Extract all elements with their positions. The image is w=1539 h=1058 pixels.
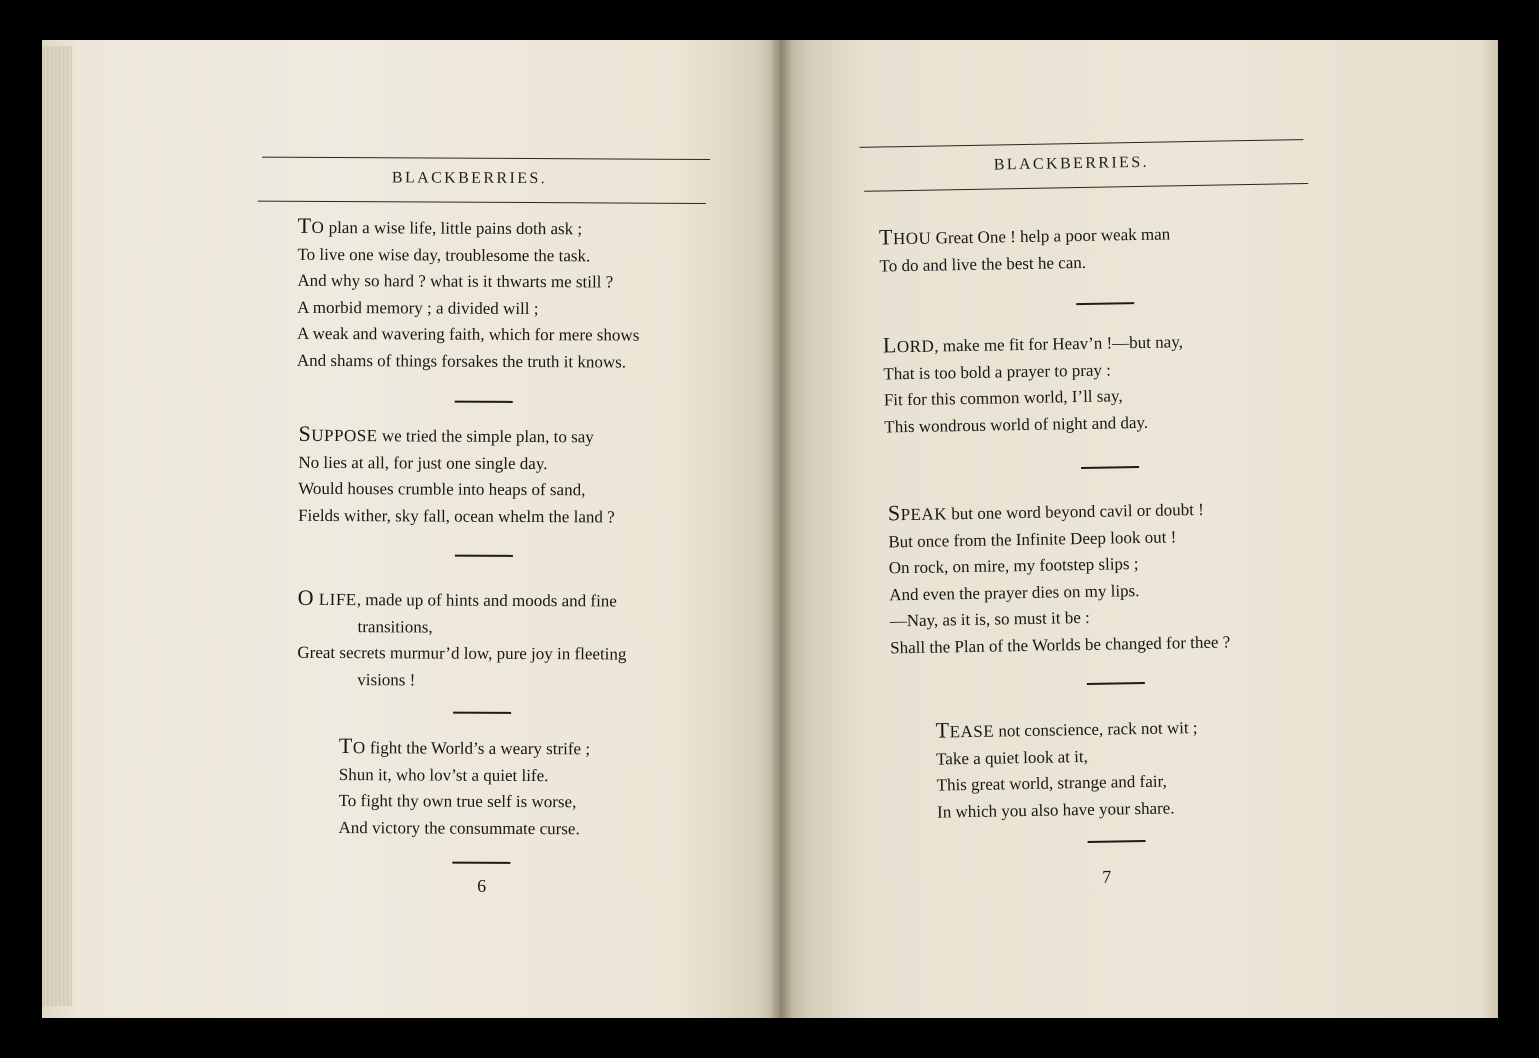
left-page <box>42 40 780 1018</box>
open-book <box>42 40 1498 1018</box>
stanza-separator <box>1081 466 1139 469</box>
running-head: BLACKBERRIES. <box>391 169 548 188</box>
small-caps-opening: THOU <box>878 224 932 250</box>
stanza-3 <box>297 585 627 695</box>
line-text: This wondrous world of night and day. <box>884 412 1149 436</box>
line-text: That is too bold a prayer to pray : <box>883 359 1112 383</box>
header-rule-bottom <box>258 201 706 204</box>
small-caps-opening: TO <box>297 212 325 238</box>
stanza-2 <box>298 421 615 531</box>
stanza-separator <box>1087 682 1145 685</box>
stanza-separator <box>452 862 510 864</box>
line-text: To live one wise day, troublesome the task. <box>297 244 591 265</box>
line-text: And even the prayer dies on my lips. <box>889 580 1140 604</box>
header-rule-top <box>262 157 710 160</box>
line-text: plan a wise life, little pains doth ask ; <box>324 217 583 239</box>
small-caps-opening: O LIFE <box>297 584 357 610</box>
poem-line <box>339 733 590 763</box>
stanza-2 <box>883 327 1185 440</box>
line-text: In which you also have your share. <box>936 797 1175 822</box>
poem-line <box>338 815 589 843</box>
line-text: And victory the consummate curse. <box>338 817 580 838</box>
stanza-separator <box>1088 840 1146 843</box>
small-caps-opening: SUPPOSE <box>298 420 378 446</box>
line-text: not conscience, rack not wit ; <box>993 718 1198 741</box>
poem-line <box>297 321 639 349</box>
line-text: Shun it, who lov’st a quiet life. <box>338 764 549 785</box>
line-text: This great world, strange and fair, <box>936 771 1167 795</box>
poem-line <box>297 666 626 694</box>
small-caps-opening: SPEAK <box>887 500 948 526</box>
line-text: And why so hard ? what is it thwarts me still ? <box>297 270 614 292</box>
poem-line <box>879 248 1171 280</box>
line-text: And shams of things forsakes the truth it knows. <box>296 350 627 372</box>
poem-line <box>297 640 626 668</box>
stanza-4 <box>935 713 1199 826</box>
page-number: 7 <box>1102 866 1112 887</box>
small-caps-opening: TO <box>338 733 366 759</box>
line-text: No lies at all, for just one single day. <box>298 452 548 473</box>
line-text: Fields wither, sky fall, ocean whelm the land ? <box>298 505 615 526</box>
line-text: Great secrets murmur’d low, pure joy in fleeting <box>297 642 627 664</box>
poem-line <box>298 585 627 615</box>
line-text: —Nay, as it is, so must it be : <box>889 607 1090 631</box>
line-text: fight the World’s a weary strife ; <box>365 738 591 759</box>
poem-line <box>936 768 1198 799</box>
line-text: Fit for this common world, I’ll say, <box>883 386 1123 410</box>
stanza-separator <box>455 555 513 557</box>
poem-line <box>883 327 1183 361</box>
stanza-4 <box>338 733 590 842</box>
header-rule-bottom <box>864 183 1308 192</box>
poem-line <box>298 213 640 243</box>
small-caps-opening: LORD <box>882 332 935 358</box>
right-page <box>780 40 1498 1018</box>
poem-line <box>297 294 639 322</box>
line-text: we tried the simple plan, to say <box>377 426 594 447</box>
poem-line <box>297 268 639 296</box>
poem-line <box>879 219 1171 253</box>
book-gutter <box>770 40 792 1018</box>
line-text: Take a quiet look at it, <box>935 746 1089 769</box>
stanza-3 <box>888 494 1231 661</box>
stanza-1 <box>297 213 640 376</box>
poem-line <box>297 347 639 375</box>
line-text: visions ! <box>357 669 416 689</box>
poem-line <box>298 476 615 504</box>
poem-line <box>298 421 615 451</box>
poem-line <box>888 494 1229 528</box>
line-text: A morbid memory ; a divided will ; <box>297 297 539 318</box>
poem-line <box>297 241 639 269</box>
line-text: Would houses crumble into heaps of sand, <box>298 478 586 500</box>
poem-line <box>937 795 1199 826</box>
stanza-separator <box>1076 302 1134 305</box>
stanza-1 <box>879 219 1171 279</box>
line-text: but one word beyond cavil or doubt ! <box>946 499 1204 524</box>
poem-line <box>298 449 615 477</box>
poem-line <box>890 629 1231 661</box>
line-text: But once from the Infinite Deep look out ! <box>888 526 1177 551</box>
small-caps-opening: TEASE <box>935 717 995 743</box>
line-text: A weak and wavering faith, which for mere shows <box>297 323 640 345</box>
poem-line <box>339 762 590 790</box>
line-text: , make me fit for Heav’n !—but nay, <box>934 332 1184 356</box>
line-text: , made up of hints and moods and fine <box>356 590 617 611</box>
poem-line <box>339 788 590 816</box>
line-text: Great One ! help a poor weak man <box>931 224 1171 248</box>
stanza-separator <box>455 401 513 403</box>
line-text: transitions, <box>357 616 433 637</box>
header-rule-top <box>859 139 1303 148</box>
poem-line <box>935 713 1197 746</box>
poem-line <box>884 409 1184 441</box>
running-head: BLACKBERRIES. <box>993 153 1150 174</box>
line-text: On rock, on mire, my footstep slips ; <box>888 554 1139 578</box>
page-number: 6 <box>477 875 487 896</box>
poem-line <box>297 613 626 641</box>
line-text: To fight thy own true self is worse, <box>338 791 577 812</box>
stanza-separator <box>453 712 511 714</box>
poem-line <box>298 502 615 530</box>
line-text: Shall the Plan of the Worlds be changed for thee ? <box>890 631 1231 657</box>
line-text: To do and live the best he can. <box>879 252 1087 276</box>
